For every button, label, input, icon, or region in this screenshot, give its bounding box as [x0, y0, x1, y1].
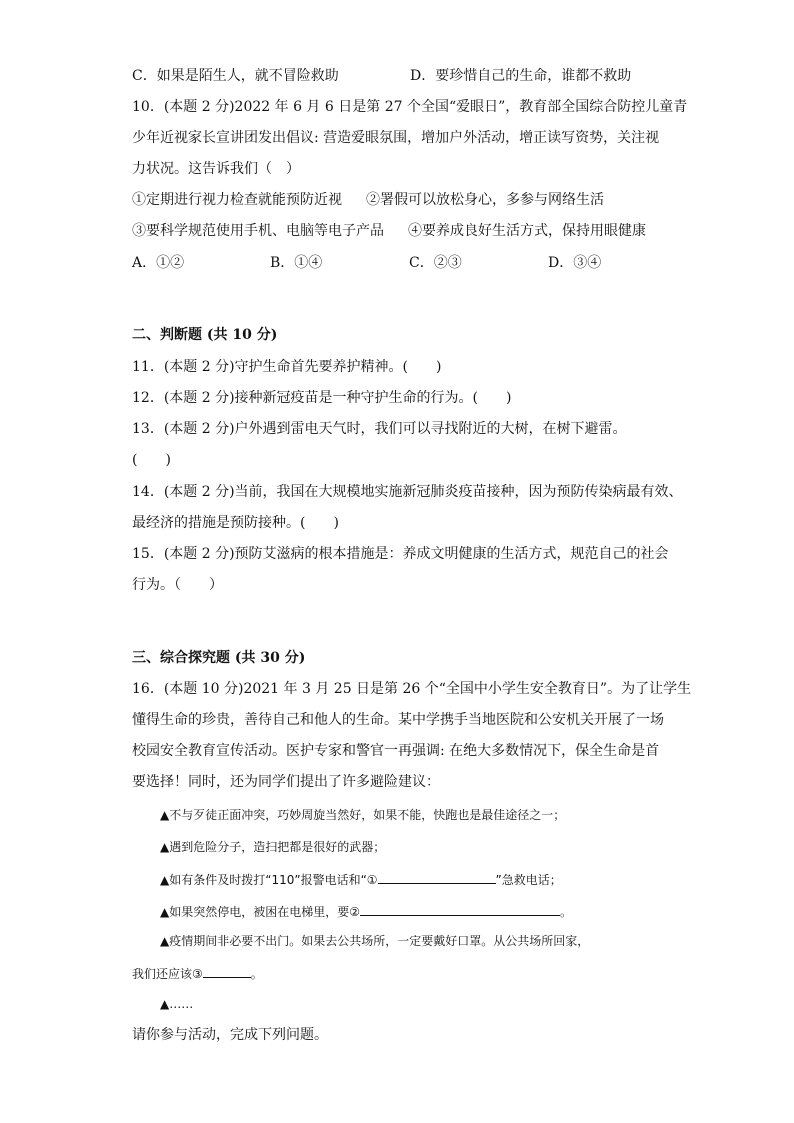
tip-bullet-5-line1: ▲疫情期间非必要不出门。如果去公共场所，一定要戴好口罩。从公共场所回家， [160, 934, 590, 948]
q10-item-2: ②署假可以放松身心，多参与网络生活 [366, 192, 604, 208]
q10-item-1: ①定期进行视力检查就能预防近视 [132, 192, 342, 208]
answer-blank-3[interactable] [203, 963, 251, 978]
q10-option-a: A．①② [132, 255, 185, 271]
q16-line2: 懂得生命的珍贵，善待自己和他人的生命。某中学携手当地医院和公安机关开展了一场 [132, 712, 664, 728]
q10-option-b: B．①④ [270, 255, 323, 271]
tip-bullet-4-post: 。 [560, 905, 573, 919]
tip-bullet-3 [160, 869, 562, 889]
section3-title: 三、综合探究题 (共 30 分) [132, 650, 306, 666]
q10-stem-line1: 10．(本题 2 分)2022 年 6 月 6 日是第 27 个全国“爱眼日”，教育部全国综合防控儿童青 [132, 99, 688, 115]
q10-stem-line3: 力状况。这告诉我们（ ） [132, 161, 300, 177]
q16-line4: 要选择！同时，还为同学们提出了许多避险建议： [132, 774, 440, 790]
q13-line1: 13．(本题 2 分)户外遇到雷电天气时，我们可以寻找附近的大树，在树下避雷。 [132, 421, 627, 437]
tip-bullet-5-post: 。 [250, 967, 263, 981]
q14-line1: 14．(本题 2 分)当前，我国在大规模地实施新冠肺炎疫苗接种，因为预防传染病最有效、 [132, 484, 683, 500]
tip-bullet-3-post: ”急救电话； [495, 873, 562, 887]
tip-bullet-5-pre: 我们还应该③ [132, 967, 203, 981]
section2-title: 二、判断题 (共 10 分) [132, 327, 278, 343]
q16-line1: 16．(本题 10 分)2021 年 3 月 25 日是第 26 个“全国中小学生安全教育日”。为了让学生 [132, 681, 692, 697]
tip-bullet-4 [160, 901, 572, 921]
q12: 12．(本题 2 分)接种新冠疫苗是一种守护生命的行为。( ) [132, 390, 512, 406]
q9-option-c: C．如果是陌生人，就不冒险救助 [132, 68, 339, 84]
answer-blank-2[interactable] [360, 901, 560, 916]
tip-bullet-1: ▲不与歹徒正面冲突，巧妙周旋当然好，如果不能，快跑也是最佳途径之一； [160, 808, 566, 822]
tip-bullet-2: ▲遇到危险分子，造扫把都是很好的武器； [160, 840, 386, 854]
tip-bullet-3-pre: ▲如有条件及时拨打“110”报警电话和“① [160, 873, 378, 887]
q9-option-d: D．要珍惜自己的生命，谁都不救助 [410, 68, 632, 84]
q11: 11．(本题 2 分)守护生命首先要养护精神。( ) [132, 359, 442, 375]
q14-line2: 最经济的措施是预防接种。( ) [132, 515, 339, 531]
tip-bullet-5-line2 [132, 963, 263, 983]
q15-line1: 15．(本题 2 分)预防艾滋病的根本措施是：养成文明健康的生活方式，规范自己的社会 [132, 546, 669, 562]
q10-stem-line2: 少年近视家长宣讲团发出倡议: 营造爱眼氛围，增加户外活动，增正读写资势，关注视 [132, 130, 660, 146]
closing-instruction: 请你参与活动，完成下列问题。 [132, 1027, 328, 1043]
q16-line3: 校园安全教育宣传活动。医护专家和警官一再强调: 在绝大多数情况下，保全生命是首 [132, 743, 660, 759]
q15-line2: 行为。（ ） [132, 577, 223, 593]
q10-item-4: ④要养成良好生活方式，保持用眼健康 [408, 223, 646, 239]
tip-bullet-6: ▲…… [160, 997, 194, 1011]
q10-item-3: ③要科学规范使用手机、电脑等电子产品 [132, 223, 384, 239]
answer-blank-1[interactable] [378, 869, 496, 884]
q13-line2: ( ) [132, 452, 171, 468]
tip-bullet-4-pre: ▲如果突然停电，被困在电梯里，要② [160, 905, 360, 919]
q10-option-d: D．③④ [548, 255, 602, 271]
q10-option-c: C．②③ [409, 255, 462, 271]
